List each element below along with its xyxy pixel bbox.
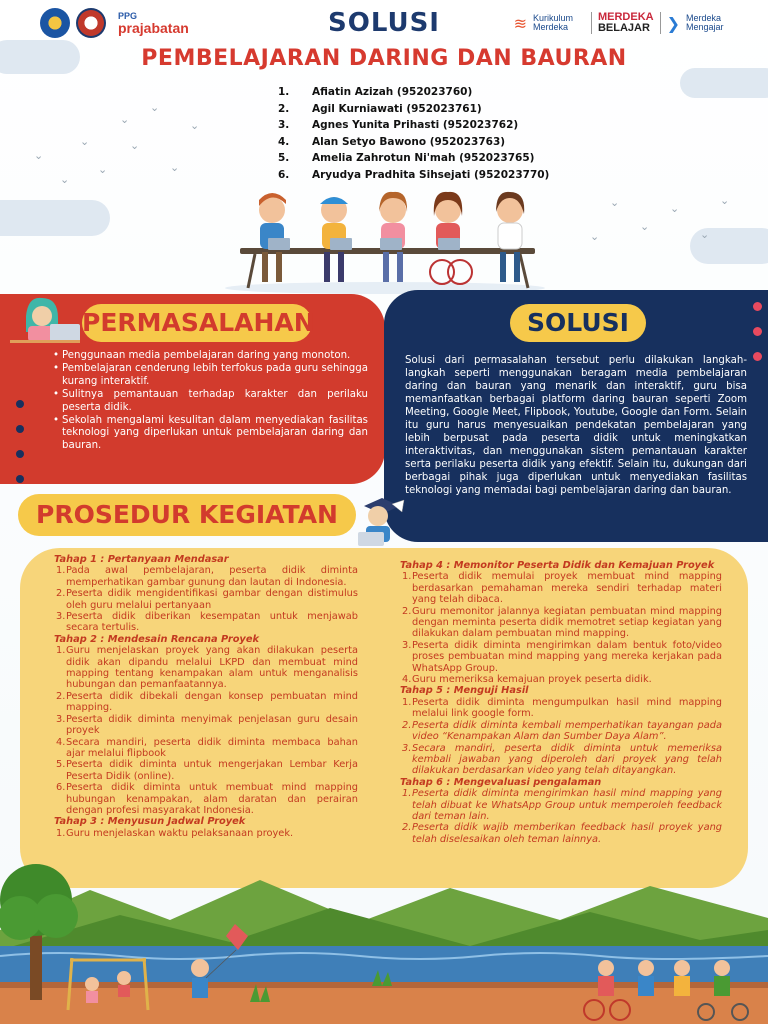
item-number: 6. (56, 782, 66, 794)
tahap3-title: Tahap 3 : Menyusun Jadwal Proyek (54, 816, 246, 828)
item-text: Peserta didik diminta mengumpulkan hasil mind mapping melalui link google form. (412, 696, 722, 720)
tahap2-item (54, 759, 358, 782)
item-number: 1. (402, 788, 412, 800)
solusi-text: Solusi dari permasalahan tersebut perlu dilakukan langkah-langkah seperti menggunakan beragam media pembelajaran daring dan bauran yang menarik dan interaktif, guru bisa memanfaatkan berbagai platform daring bauran seperti Zoom Meeting, Google Meet, Flipbook, Youtube, Google dan Form. Selain itu guru harus menyesuaikan pendekatan pembelajaran yang lebih berpusat pada peserta didik untuk meningkatkan interaktivitas, dan menggunakan sistem pemantauan karakter serta perilaku peserta didik yang efektif. Selain itu, dukungan dari berbagai pihak juga diperlukan untuk menyediakan fasilitas teknologi yang memadai bagi pembelajaran daring dan bauran. (405, 355, 747, 496)
author-name: Alan Setyo Bawono (952023763) (312, 135, 506, 148)
tahap2-item (54, 645, 358, 691)
item-text: Peserta didik diminta menyimak penjelasan guru desain proyek (66, 713, 358, 737)
tahap4-item (400, 640, 722, 674)
item-number: 2. (402, 719, 412, 731)
tahap2-item (54, 691, 358, 714)
page-subtitle: PEMBELAJARAN DARING DAN BAURAN (141, 46, 627, 71)
tahap1-item (54, 611, 358, 634)
prajabatan-label: prajabatan (118, 19, 189, 36)
item-number: 2. (56, 588, 66, 600)
tahap6-item (400, 822, 722, 845)
item-text: Pada awal pembelajaran, peserta didik diminta memperhatikan gambar gunung dan lautan di Indonesia. (66, 565, 358, 588)
solusi-title: SOLUSI (510, 304, 646, 342)
author-number: 4. (278, 135, 290, 148)
item-number: 1. (56, 827, 66, 839)
item-text: Peserta didik dibekali dengan konsep pembuatan mind mapping. (66, 690, 358, 714)
author-name: Amelia Zahrotun Ni'mah (952023765) (312, 152, 535, 164)
item-text: Secara mandiri, peserta didik diminta membaca bahan ajar melalui flipbook (66, 736, 358, 759)
item-number: 2. (402, 605, 412, 617)
item-number: 1. (56, 645, 66, 657)
kid-figure-3 (379, 192, 407, 282)
item-text: Guru memeriksa kemajuan proyek peserta didik. (412, 674, 652, 686)
tahap6-list (400, 788, 722, 845)
item-number: 1. (402, 696, 412, 708)
item-number: 4. (402, 674, 412, 686)
author-name: Agnes Yunita Prihasti (952023762) (312, 119, 519, 131)
item-text: Guru menjelaskan proyek yang akan dilakukan peserta didik akan dipandu melalui LKPD dan membuat mind mapping tentang kenampakan alam untuk menganalisis hubungan dan pemanfaatannya. (66, 645, 358, 691)
author-number: 1. (278, 86, 290, 98)
tahap5-list (400, 697, 722, 777)
prosedur-title: PROSEDUR KEGIATAN (18, 494, 356, 536)
permasalahan-title: PERMASALAHAN (82, 304, 312, 342)
tahap5-title: Tahap 5 : Menguji Hasil (400, 685, 529, 697)
item-number: 3. (402, 639, 412, 651)
tahap1-item (54, 588, 358, 611)
children-at-table-illustration (210, 190, 560, 295)
tahap5-item (400, 720, 722, 743)
tahap3-list (54, 828, 358, 839)
tahap4-list (400, 571, 722, 685)
tahap6-item (400, 788, 722, 822)
permasalahan-item: • Sekolah mengalami kesulitan dalam menyediakan fasilitas teknologi yang diperlukan untuk pembelajaran daring dan bauran. (62, 415, 368, 452)
author-item (278, 117, 549, 134)
permasalahan-list (62, 350, 368, 453)
item-text: Guru memonitor jalannya kegiatan pembuatan mind mapping dengan meminta peserta didik memotret setiap kegiatan yang dilakukan dalam pembuatan mind mapping. (412, 605, 722, 640)
tahap1-list (54, 565, 358, 633)
item-text: Peserta didik diminta kembali memperhatikan tayangan pada video “Kenampakan Alam dan Sumber Daya Alam”. (412, 719, 722, 743)
author-item (278, 134, 549, 151)
boy-with-laptop-icon (350, 496, 406, 548)
kid-figure-1 (259, 193, 286, 282)
procedure-right-column (400, 560, 722, 845)
merdeka-mengajar-logo: Merdeka Mengajar (686, 12, 724, 32)
birds-decoration: ⌄ ⌄ ⌄ ⌄ ⌄ ⌄ (590, 194, 730, 243)
girl-with-laptop-icon (6, 296, 84, 346)
birds-decoration: ⌄ ⌄ ⌄ ⌄ ⌄ ⌄ ⌄ ⌄ ⌄ (34, 101, 200, 186)
item-number: 1. (56, 565, 66, 577)
author-number: 5. (278, 152, 290, 164)
item-number: 1. (402, 571, 412, 583)
tahap2-item (54, 782, 358, 816)
tahap5-item (400, 743, 722, 777)
kid-figure-4 (430, 192, 472, 284)
tahap5-item (400, 697, 722, 720)
item-number: 3. (56, 713, 66, 725)
item-number: 2. (402, 822, 412, 834)
tahap1-item (54, 565, 358, 588)
merdeka-label: MERDEKA (597, 11, 654, 23)
item-text: Peserta didik mengidentifikasi gambar dengan distimulus oleh guru melalui pertanyaan (66, 588, 358, 611)
kurikulum-merdeka-icon: ≋ (513, 13, 527, 33)
author-number: 2. (278, 102, 290, 115)
author-name: Aryudya Pradhita Sihsejati (952023770) (312, 168, 550, 181)
item-number: 4. (56, 736, 66, 748)
author-item (278, 150, 549, 167)
item-number: 3. (402, 742, 412, 754)
tahap4-item (400, 674, 722, 685)
landscape-illustration (0, 860, 768, 1024)
ppg-label: PPG (118, 10, 138, 21)
bullet-dots-decoration (16, 400, 24, 500)
permasalahan-item: • Penggunaan media pembelajaran daring yang monoton. (62, 350, 368, 362)
procedure-left-column (54, 554, 358, 839)
permasalahan-item: • Pembelajaran cenderung lebih terfokus pada guru sehingga kurang interaktif. (62, 363, 368, 388)
tahap4-title: Tahap 4 : Memonitor Peserta Didik dan Kemajuan Proyek (400, 560, 715, 571)
item-text: Peserta didik memulai proyek membuat mind mapping berdasarkan pemahaman mereka sendiri terhadap materi yang telah dibaca. (412, 571, 722, 606)
authors-list (278, 84, 549, 183)
item-text: Peserta didik diberikan kesempatan untuk menjawab secara tertulis. (66, 611, 358, 634)
tahap1-title: Tahap 1 : Pertanyaan Mendasar (54, 554, 229, 565)
item-number: 5. (56, 759, 66, 771)
tahap4-item (400, 606, 722, 640)
tahap3-item (54, 828, 358, 839)
tahap2-title: Tahap 2 : Mendesain Rencana Proyek (54, 633, 259, 645)
cloud-decoration (0, 200, 110, 236)
author-item (278, 101, 549, 118)
tahap2-item (54, 714, 358, 737)
author-name: Agil Kurniawati (952023761) (312, 102, 482, 115)
tahap2-item (54, 737, 358, 760)
tahap6-title: Tahap 6 : Mengevaluasi pengalaman (400, 776, 602, 788)
kurikulum-merdeka-logo: Kurikulum Merdeka (532, 12, 573, 32)
kid-figure-5 (496, 192, 524, 282)
item-number: 2. (56, 690, 66, 702)
author-item (278, 167, 549, 184)
item-text: Peserta didik diminta untuk mengerjakan Lembar Kerja Peserta Didik (online). (66, 759, 358, 782)
item-text: Peserta didik diminta untuk membuat mind mapping hubungan kenampakan, alam daratan dan perairan dengan profesi masyarakat Indonesia. (66, 782, 358, 816)
item-text: Peserta didik diminta mengirimkan hasil mind mapping yang telah dibuat ke WhatsApp Group untuk memperoleh feedback dari teman lain. (412, 788, 722, 822)
item-text: Peserta didik diminta mengirimkan dalam bentuk foto/video proses pembuatan mind mapping yang mereka kerjakan pada WhatsApp Group. (412, 639, 722, 674)
page-title: SOLUSI (328, 8, 440, 38)
author-item (278, 84, 549, 101)
cloud-decoration (680, 68, 768, 98)
item-text: Secara mandiri, peserta didik diminta untuk memeriksa kembali jawaban yang diperoleh dari proyek yang telah dilakukan berdasarkan video yang telah ditayangkan. (412, 742, 722, 777)
author-name: Afiatin Azizah (952023760) (312, 86, 473, 98)
item-number: 3. (56, 611, 66, 623)
tahap4-item (400, 571, 722, 605)
pink-dots-decoration (753, 302, 762, 377)
author-number: 3. (278, 119, 290, 131)
belajar-label: BELAJAR (597, 22, 650, 34)
item-text: Guru menjelaskan waktu pelaksanaan proyek. (66, 827, 294, 839)
author-number: 6. (278, 168, 290, 181)
tahap2-list (54, 645, 358, 816)
merdeka-mengajar-icon: ❯ (666, 13, 680, 33)
item-text: Peserta didik wajib memberikan feedback hasil proyek yang telah diselesaikan oleh teman lainnya. (412, 822, 722, 845)
permasalahan-item: • Sulitnya pemantauan terhadap karakter dan perilaku peserta didik. (62, 389, 368, 414)
